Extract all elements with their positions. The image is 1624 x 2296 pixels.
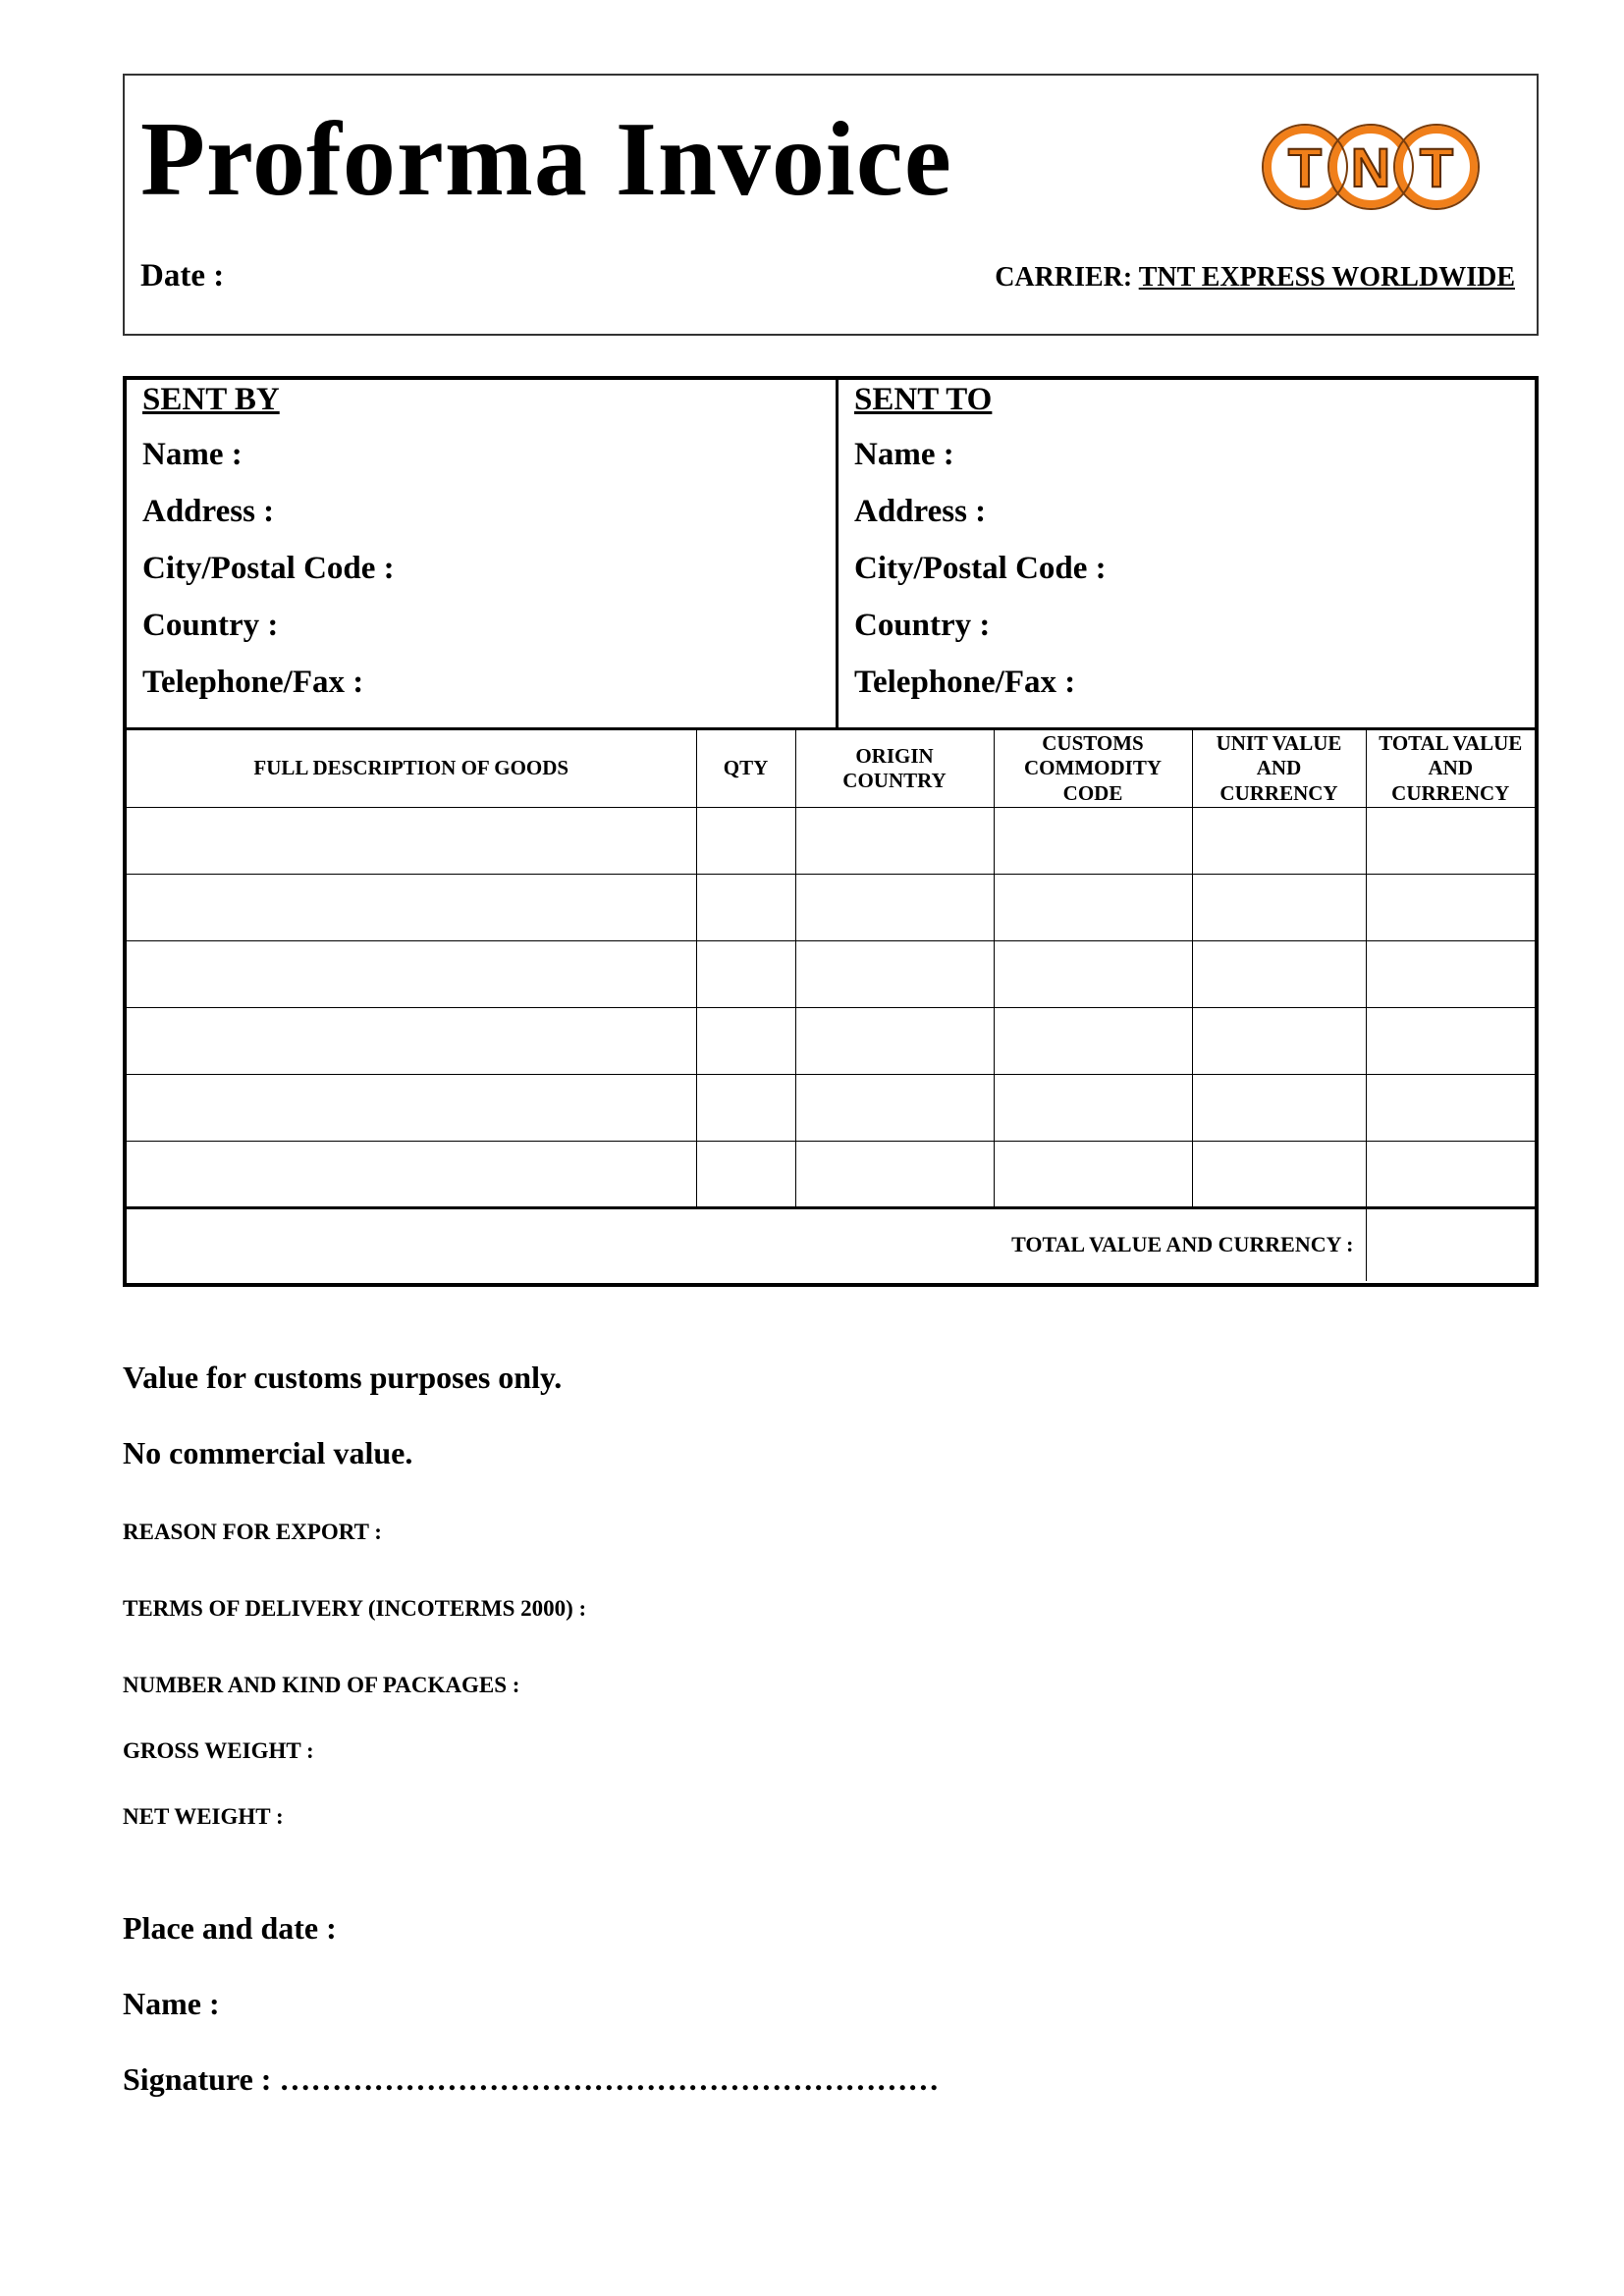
column-header: UNIT VALUE AND CURRENCY [1192,729,1366,808]
table-row [127,808,1535,875]
table-cell[interactable] [696,1142,795,1208]
table-row [127,1008,1535,1075]
place-and-date-field: Place and date : [123,1910,337,1946]
table-cell[interactable] [127,875,696,941]
reason-for-export-field: REASON FOR EXPORT : [123,1520,382,1544]
table-cell[interactable] [1192,1142,1366,1208]
table-cell[interactable] [795,1142,994,1208]
carrier [995,262,1515,294]
column-header: QTY [696,729,795,808]
table-cell[interactable] [994,808,1192,875]
sent-to-telephone-field: Telephone/Fax : [854,665,1076,700]
table-cell[interactable] [696,1008,795,1075]
table-cell[interactable] [1366,875,1535,941]
sent-by-city-field: City/Postal Code : [142,551,395,586]
page-title: Proforma Invoice [140,101,952,218]
table-cell[interactable] [795,875,994,941]
sent-to-address-field: Address : [854,494,987,529]
table-cell[interactable] [127,808,696,875]
date-label: Date : [140,258,225,294]
table-cell[interactable] [1366,808,1535,875]
sent-to-section [839,380,1535,727]
no-commercial-note: No commercial value. [123,1435,413,1470]
table-cell[interactable] [127,941,696,1008]
table-cell[interactable] [795,808,994,875]
sent-by-heading: SENT BY [142,382,280,417]
table-cell[interactable] [1192,808,1366,875]
tnt-logo-icon [1262,121,1480,213]
invoice-header [123,74,1539,336]
table-cell[interactable] [994,1142,1192,1208]
table-cell[interactable] [1192,1075,1366,1142]
table-cell[interactable] [1366,941,1535,1008]
name-field: Name : [123,1986,220,2021]
table-cell[interactable] [994,875,1192,941]
table-row [127,875,1535,941]
column-header: TOTAL VALUE AND CURRENCY [1366,729,1535,808]
table-cell[interactable] [127,1075,696,1142]
table-cell[interactable] [127,1008,696,1075]
invoice-main-table [123,376,1539,1287]
table-row [127,1075,1535,1142]
sent-by-country-field: Country : [142,608,279,643]
table-cell[interactable] [1192,875,1366,941]
table-cell[interactable] [994,1008,1192,1075]
terms-of-delivery-field: TERMS OF DELIVERY (INCOTERMS 2000) : [123,1596,587,1621]
sent-to-city-field: City/Postal Code : [854,551,1107,586]
logo-letter: T [1287,136,1323,198]
table-cell[interactable] [696,1075,795,1142]
net-weight-field: NET WEIGHT : [123,1804,284,1829]
sent-to-country-field: Country : [854,608,991,643]
total-row [127,1208,1535,1281]
sent-by-address-field: Address : [142,494,275,529]
table-cell[interactable] [795,1008,994,1075]
sent-by-section [127,380,839,727]
table-cell[interactable] [696,808,795,875]
tnt-logo [1262,121,1480,213]
table-cell[interactable] [127,1142,696,1208]
packages-field: NUMBER AND KIND OF PACKAGES : [123,1673,520,1697]
table-cell[interactable] [795,1075,994,1142]
carrier-label: CARRIER: [995,262,1133,293]
sent-by-telephone-field: Telephone/Fax : [142,665,364,700]
table-cell[interactable] [994,1075,1192,1142]
sent-by-name-field: Name : [142,437,243,472]
table-cell[interactable] [696,875,795,941]
table-cell[interactable] [795,941,994,1008]
table-row [127,941,1535,1008]
total-value-cell[interactable] [1366,1208,1535,1281]
table-cell[interactable] [1192,941,1366,1008]
column-header: ORIGIN COUNTRY [795,729,994,808]
logo-letter: N [1350,136,1391,198]
sent-to-name-field: Name : [854,437,954,472]
column-header: CUSTOMS COMMODITY CODE [994,729,1192,808]
gross-weight-field: GROSS WEIGHT : [123,1738,314,1763]
table-cell[interactable] [1366,1008,1535,1075]
table-cell[interactable] [1366,1142,1535,1208]
goods-table [127,727,1535,1281]
table-cell[interactable] [1366,1075,1535,1142]
signature-field: Signature : ……………………………………………………… [123,2061,940,2097]
carrier-value: TNT EXPRESS WORLDWIDE [1138,262,1515,293]
customs-note: Value for customs purposes only. [123,1360,563,1395]
goods-header-row [127,729,1535,808]
table-cell[interactable] [1192,1008,1366,1075]
logo-letter: T [1419,136,1454,198]
table-cell[interactable] [696,941,795,1008]
total-value-label: TOTAL VALUE AND CURRENCY : [127,1208,1366,1281]
table-row [127,1142,1535,1208]
sent-to-heading: SENT TO [854,382,993,417]
column-header: FULL DESCRIPTION OF GOODS [127,729,696,808]
table-cell[interactable] [994,941,1192,1008]
